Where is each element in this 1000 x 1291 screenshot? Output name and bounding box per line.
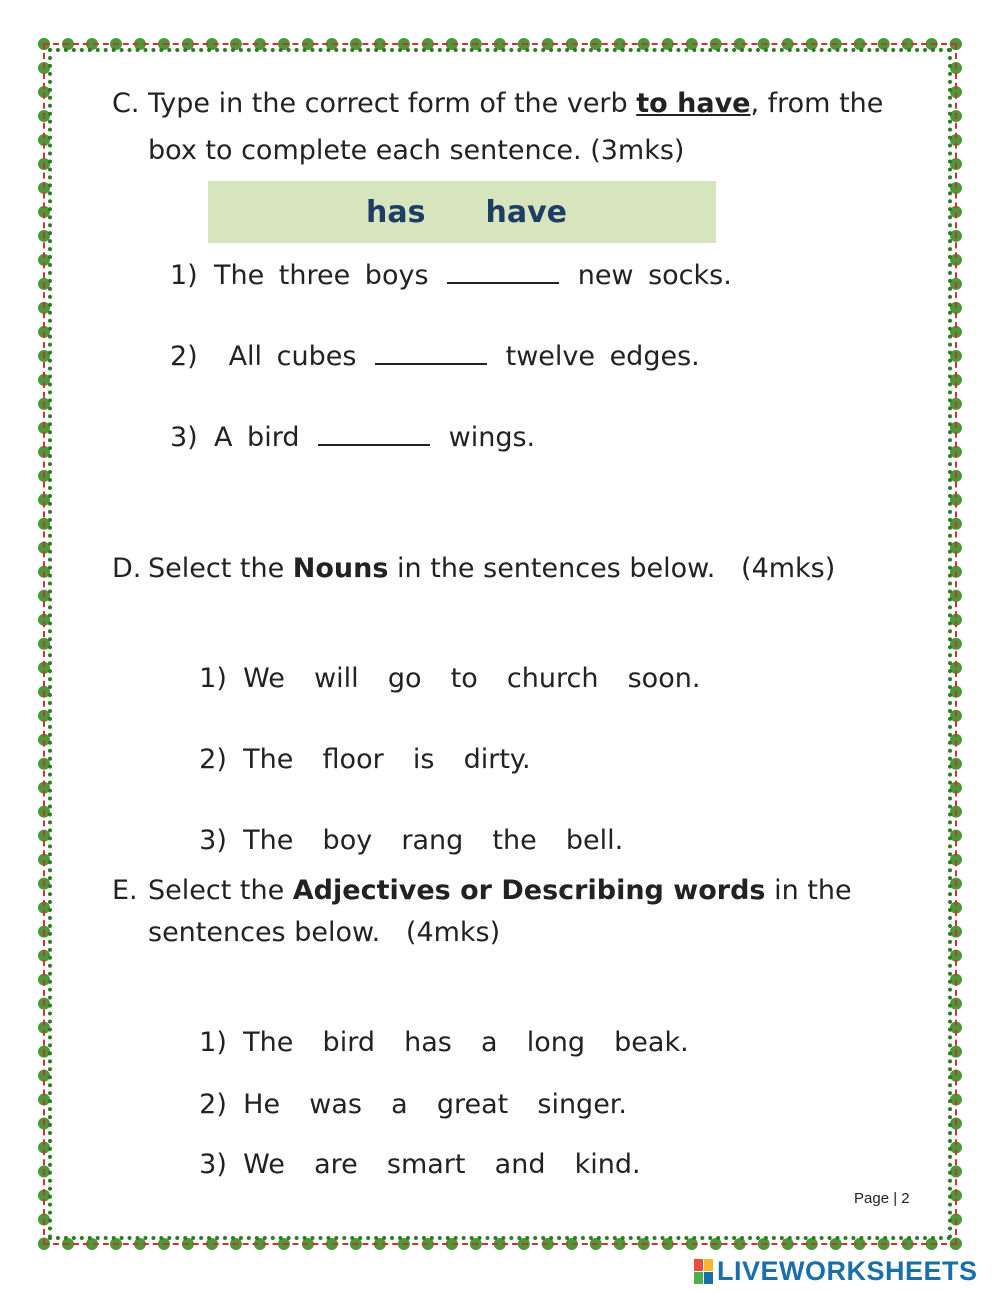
section-c-heading — [112, 80, 883, 174]
item-number: 3) — [199, 1149, 227, 1180]
item-text-after: new socks. — [577, 260, 732, 291]
item-number: 3) — [170, 422, 198, 453]
word-box — [208, 181, 716, 243]
logo-text: LIVEWORKSHEETS — [717, 1255, 978, 1286]
section-e-text-3: sentences below. (4mks) — [148, 917, 501, 948]
liveworksheets-logo[interactable] — [694, 1256, 978, 1286]
section-d-item-3[interactable] — [170, 794, 623, 856]
item-number: 2) — [170, 341, 198, 372]
section-d-text-1: Select the — [148, 553, 293, 584]
item-number: 2) — [199, 744, 227, 775]
item-number: 1) — [199, 663, 227, 694]
word-box-have: have — [485, 194, 567, 230]
item-text-after: twelve edges. — [505, 341, 700, 372]
section-d-item-1[interactable] — [170, 632, 700, 694]
section-e-item-2[interactable] — [170, 1058, 627, 1120]
section-d-item-2[interactable] — [170, 713, 531, 775]
section-c-text-2: , from the — [750, 88, 884, 119]
answer-blank-2[interactable] — [375, 341, 487, 365]
section-c-text-1: Type in the correct form of the verb — [148, 88, 637, 119]
item-text-before: The three boys — [214, 260, 429, 291]
logo-mark-icon — [694, 1259, 713, 1284]
item-text-before: All cubes — [214, 341, 357, 372]
section-e-text-1: Select the — [148, 875, 293, 906]
item-sentence[interactable]: The boy rang the bell. — [243, 825, 624, 856]
section-c-letter: C. — [112, 88, 140, 119]
section-c-verb: to have — [636, 88, 751, 119]
section-e-bold: Adjectives or Describing words — [292, 875, 766, 906]
page-number: Page | 2 — [854, 1190, 910, 1207]
item-sentence[interactable]: The floor is dirty. — [243, 744, 531, 775]
item-number: 1) — [170, 260, 198, 291]
word-box-has: has — [366, 194, 426, 230]
item-sentence[interactable]: We will go to church soon. — [243, 663, 701, 694]
section-c-item-1 — [170, 260, 732, 291]
item-sentence[interactable]: He was a great singer. — [243, 1089, 628, 1120]
item-sentence[interactable]: We are smart and kind. — [243, 1149, 641, 1180]
item-text-after: wings. — [448, 422, 536, 453]
item-number: 3) — [199, 825, 227, 856]
section-d-text-2: in the sentences below. (4mks) — [388, 553, 836, 584]
answer-blank-1[interactable] — [447, 260, 559, 284]
item-sentence[interactable]: The bird has a long beak. — [243, 1027, 689, 1058]
section-c-item-2 — [170, 341, 700, 372]
section-c-text-3: box to complete each sentence. (3mks) — [148, 135, 685, 166]
section-e-text-2: in the — [765, 875, 852, 906]
section-d-letter: D. — [112, 553, 142, 584]
item-text-before: A bird — [214, 422, 300, 453]
section-e-item-1[interactable] — [170, 996, 689, 1058]
section-c-item-3 — [170, 422, 535, 453]
section-d-bold: Nouns — [292, 553, 389, 584]
item-number: 2) — [199, 1089, 227, 1120]
section-d-heading — [112, 545, 835, 592]
answer-blank-3[interactable] — [318, 422, 430, 446]
item-number: 1) — [199, 1027, 227, 1058]
section-e-heading — [112, 870, 852, 954]
section-e-item-3[interactable] — [170, 1118, 641, 1180]
section-e-letter: E. — [112, 875, 138, 906]
